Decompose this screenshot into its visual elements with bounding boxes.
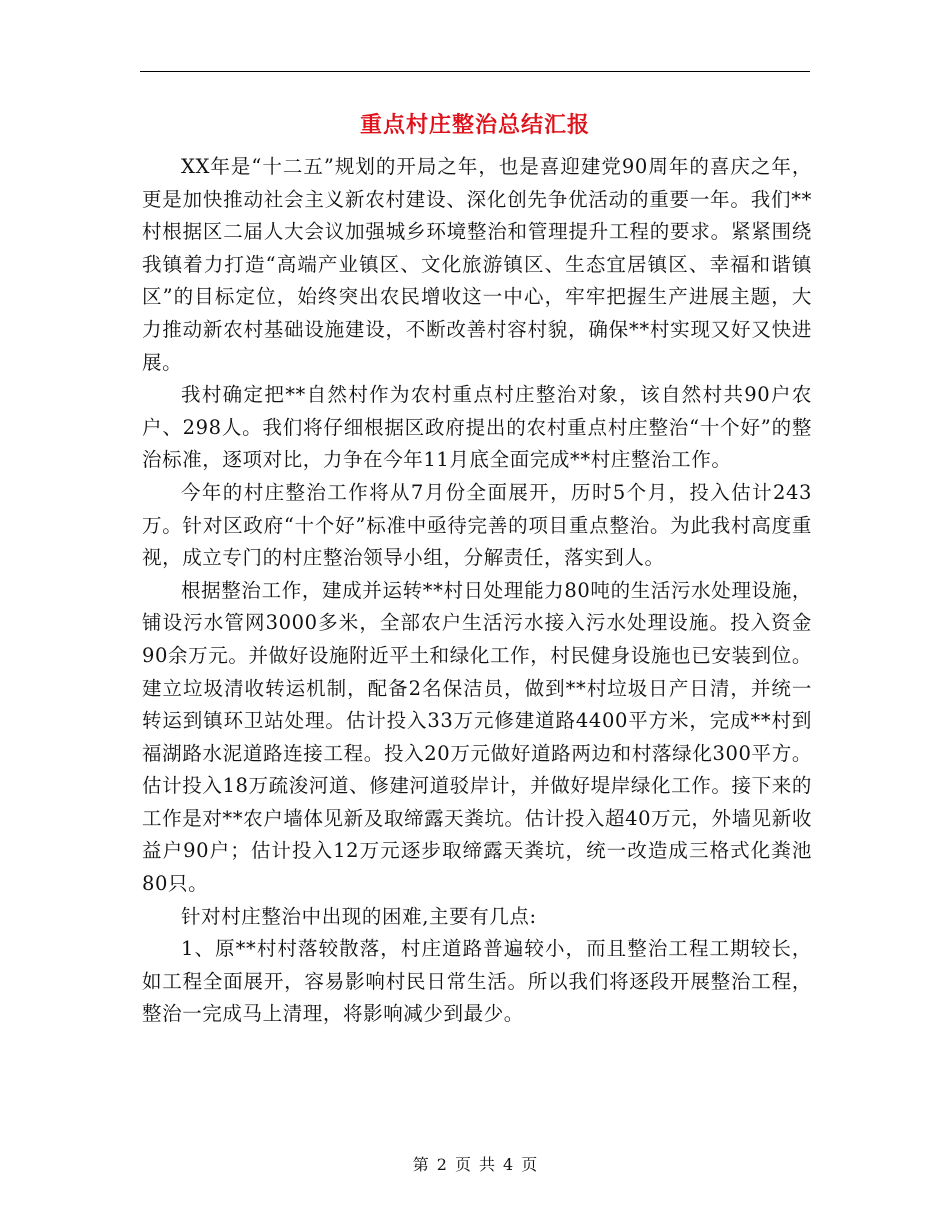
footer-prefix: 第: [412, 1155, 429, 1174]
paragraph-difficulty-1: 1、原**村村落较散落，村庄道路普遍较小，而且整治工程工期较长，如工程全面展开，容易影响村民日常生活。所以我们将逐段开展整治工程，整治一完成马上清理，将影响减少到最少。: [142, 937, 812, 1026]
footer-total-pages: 4: [503, 1155, 514, 1174]
paragraph-target-village: 我村确定把**自然村作为农村重点村庄整治对象，该自然村共90户农户、298人。我们将仔细根据区政府提出的农村重点村庄整治“十个好”的整治标准，逐项对比，力争在今年11月底全面完成**村庄整治工作。: [142, 383, 812, 472]
footer-current-page: 2: [436, 1155, 447, 1174]
document-body: [142, 151, 812, 1031]
footer-page-word: 页: [454, 1155, 471, 1174]
footer-suffix: 页: [521, 1155, 538, 1174]
paragraph-intro: XX年是“十二五”规划的开局之年，也是喜迎建党90周年的喜庆之年，更是加快推动社会主义新农村建设、深化创先争优活动的重要一年。我们**村根据区二届人大会议加强城乡环境整治和管理提升工程的要求。紧紧围绕我镇着力打造“高端产业镇区、文化旅游镇区、生态宜居镇区、幸福和谐镇区”的目标定位，始终突出农民增收这一中心，牢牢把握生产进展主题，大力推动新农村基础设施建设，不断改善村容村貌，确保**村实现又好又快进展。: [142, 155, 812, 374]
page-footer: [0, 1152, 950, 1175]
footer-total-prefix: 共: [479, 1155, 496, 1174]
paragraph-schedule: 今年的村庄整治工作将从7月份全面展开，历时5个月，投入估计243万。针对区政府“十个好”标准中亟待完善的项目重点整治。为此我村高度重视，成立专门的村庄整治领导小组，分解责任，落实到人。: [142, 480, 812, 570]
document-title: 重点村庄整治总结汇报: [359, 113, 590, 138]
paragraph-works: 根据整治工作，建成并运转**村日处理能力80吨的生活污水处理设施，铺设污水管网3000多米，全部农户生活污水接入污水处理设施。投入资金90余万元。并做好设施附近平土和绿化工作，村民健身设施也已安装到位。建立垃圾清收转运机制，配备2名保洁员，做到**村垃圾日产日清，并统一转运到镇环卫站处理。估计投入33万元修建道路4400平方米，完成**村到福湖路水泥道路连接工程。投入20万元做好道路两边和村落绿化300平方。估计投入18万疏浚河道、修建河道驳岸计，并做好堤岸绿化工作。接下来的工作是对**农户墙体见新及取缔露天粪坑。估计投入超40万元，外墙见新收益户90户；估计投入12万元逐步取缔露天粪坑，统一改造成三格式化粪池80只。: [142, 578, 812, 896]
paragraph-difficulties-heading: 针对村庄整治中出现的困难,主要有几点:: [181, 904, 537, 928]
header-rule: [140, 71, 810, 72]
